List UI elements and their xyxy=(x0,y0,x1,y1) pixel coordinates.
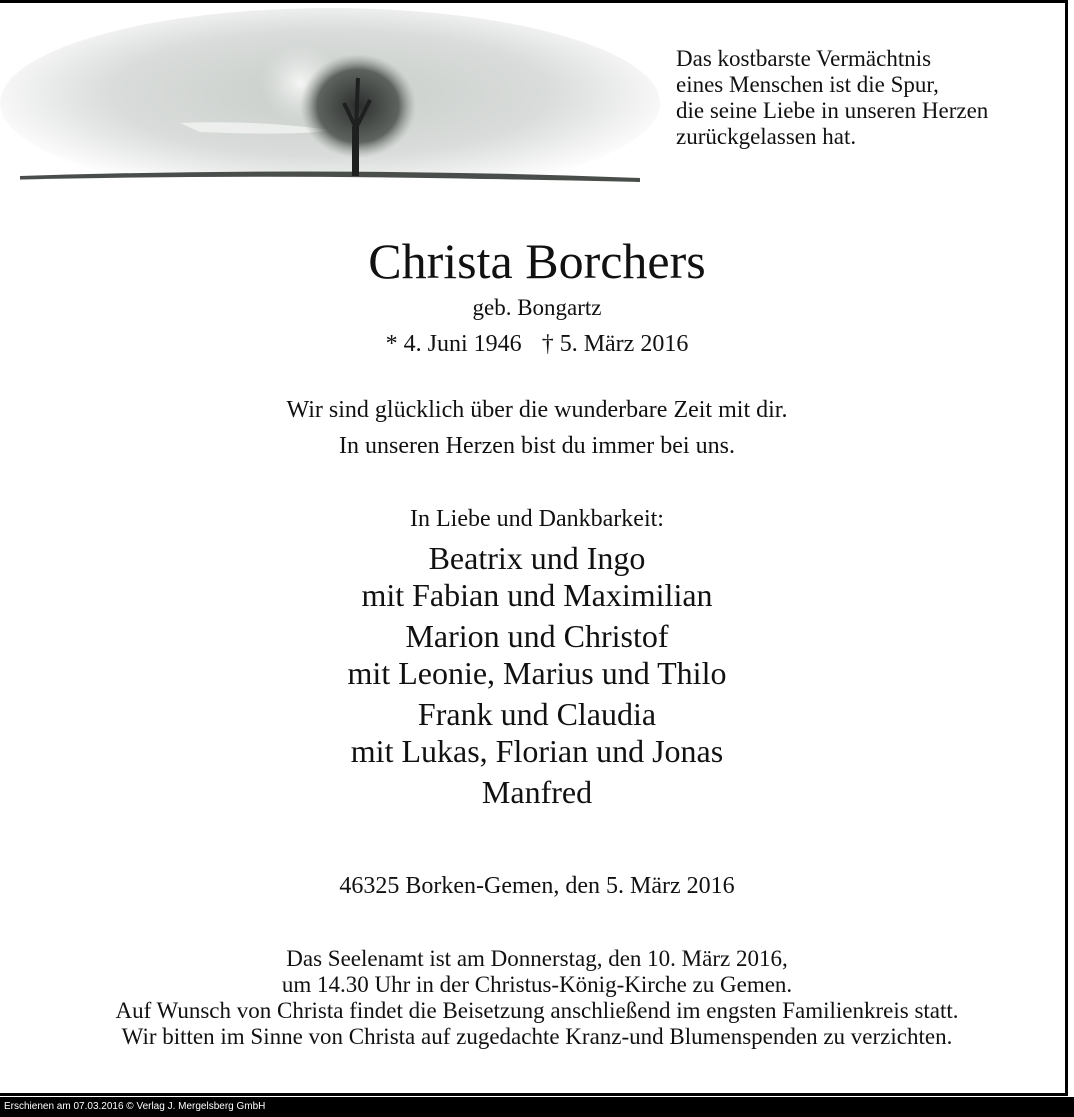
deceased-name: Christa Borchers xyxy=(368,233,706,289)
place-and-date: 46325 Borken-Gemen, den 5. März 2016 xyxy=(339,873,735,899)
mourner-group xyxy=(0,618,1074,692)
verse xyxy=(0,392,1074,464)
service-line: Das Seelenamt ist am Donnerstag, den 10. März 2016, xyxy=(286,946,788,971)
mourners-list xyxy=(0,540,1074,815)
publication-footer: Erschienen am 07.03.2016 © Verlag J. Mergelsberg GmbH xyxy=(0,1097,1074,1117)
life-dates xyxy=(0,328,1074,360)
quote-line: zurückgelassen hat. xyxy=(676,124,857,149)
mourner-line: mit Lukas, Florian und Jonas xyxy=(350,733,724,769)
mourner-line: Frank und Claudia xyxy=(417,696,657,732)
mourner-group xyxy=(0,696,1074,770)
quote-line: die seine Liebe in unseren Herzen xyxy=(676,98,989,123)
maiden-name: geb. Bongartz xyxy=(472,295,602,320)
service-line: Auf Wunsch von Christa findet die Beisetzung anschließend im engsten Familienkreis statt. xyxy=(115,998,959,1023)
tree-landscape-illustration xyxy=(0,8,665,188)
verse-line: Wir sind glücklich über die wunderbare Zeit mit dir. xyxy=(286,397,788,423)
mourners-intro: In Liebe und Dankbarkeit: xyxy=(410,506,664,532)
quote-line: Das kostbarste Vermächtnis xyxy=(676,46,932,71)
mourner-line: mit Leonie, Marius und Thilo xyxy=(347,655,727,691)
service-info xyxy=(0,946,1074,1050)
memorial-quote xyxy=(676,46,1066,150)
mourner-line: Beatrix und Ingo xyxy=(428,540,646,576)
mourner-line: Marion und Christof xyxy=(405,618,669,654)
mourner-group xyxy=(0,774,1074,811)
mourner-line: mit Fabian und Maximilian xyxy=(361,577,713,613)
verse-line: In unseren Herzen bist du immer bei uns. xyxy=(339,433,735,459)
service-line: Wir bitten im Sinne von Christa auf zugedachte Kranz-und Blumenspenden zu verzichten. xyxy=(121,1024,953,1049)
quote-line: eines Menschen ist die Spur, xyxy=(676,72,939,97)
birth-date: * 4. Juni 1946 xyxy=(385,331,522,357)
death-date: † 5. März 2016 xyxy=(541,331,689,357)
service-line: um 14.30 Uhr in der Christus-König-Kirche zu Gemen. xyxy=(281,972,793,997)
mourner-group xyxy=(0,540,1074,614)
mourner-line: Manfred xyxy=(481,774,593,810)
